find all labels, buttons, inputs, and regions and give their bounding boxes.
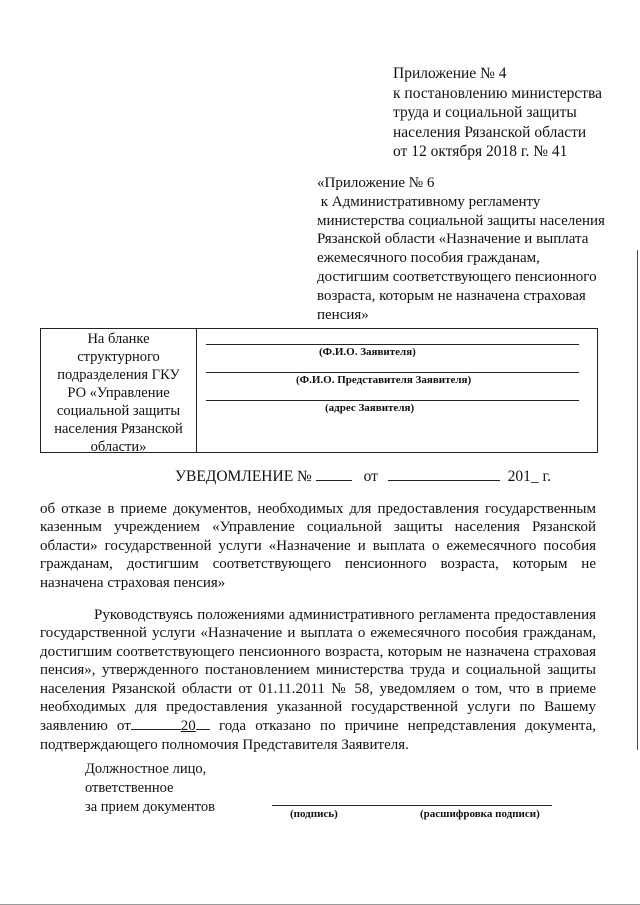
appendix-regulation-line: к Административному регламенту <box>317 193 541 210</box>
refusal-reason-text: Руководствуясь положениями административного регламента предоставления государственной услуги «Назначение и выплата о ежемесячного пособия гражданам, достигшим соответствующего пенсионного возраста, которым не назначена страховая пенсия», утвержденного постановлением министерства труда и социальной защиты населения Рязанской области от 01.11.2011 № 58, уведомляем о том, что в приеме необходимых для предоставления указанной государственной услуги по Вашему заявлению от <box>40 607 596 735</box>
appendix-regulation-line: ежемесячного пособия гражданам, <box>317 250 540 267</box>
appendix-main-line: Приложение № 4 <box>393 65 507 82</box>
representative-name-caption: (Ф.И.О. Представителя Заявителя) <box>296 374 472 386</box>
appendix-main <box>393 64 633 162</box>
signature-field[interactable] <box>272 805 552 806</box>
applicant-name-caption: (Ф.И.О. Заявителя) <box>319 346 416 358</box>
letterhead-box <box>40 328 598 453</box>
application-year-text: 20 <box>180 718 196 735</box>
notice-title-text: УВЕДОМЛЕНИЕ № <box>175 468 312 485</box>
letterhead-line: структурного <box>77 349 160 365</box>
notice-number-field[interactable] <box>316 467 352 481</box>
notice-from-label: от <box>363 468 378 485</box>
appendix-main-line: труда и социальной защиты <box>393 104 577 121</box>
applicant-address-caption: (адрес Заявителя) <box>325 402 415 414</box>
letterhead-line: социальной защиты <box>56 403 181 419</box>
letterhead-line: РО «Управление <box>67 385 170 401</box>
application-date-field[interactable] <box>131 716 181 730</box>
appendix-regulation-line: достигшим соответствующего пенсионного <box>317 268 597 285</box>
application-year-field[interactable] <box>196 716 210 730</box>
applicant-address-field[interactable] <box>206 400 579 401</box>
notice-date-field[interactable] <box>388 467 500 481</box>
appendix-regulation-line: «Приложение № 6 <box>317 175 435 191</box>
letterhead-line: подразделения ГКУ <box>57 367 180 383</box>
refusal-subject-paragraph: об отказе в приеме документов, необходимых для предоставления государственным казенным учреждением «Управление социальной защиты населения Рязанской области» государственной услуги «Назначение и выплата о ежемесячного пособия гражданам, достигшим соответствующего пенсионного возраста, которым не назначена страховая пенсия» <box>40 501 596 591</box>
appendix-regulation <box>317 174 617 324</box>
refusal-reason-paragraph <box>40 606 596 754</box>
appendix-regulation-line: пенсия» <box>317 306 369 323</box>
appendix-regulation-line: Рязанской области «Назначение и выплата <box>317 231 589 248</box>
representative-name-field[interactable] <box>206 372 579 373</box>
scan-edge-line <box>637 250 638 750</box>
signature-decryption-caption: (расшифровка подписи) <box>420 808 540 820</box>
notice-title <box>175 467 551 486</box>
notice-year-text: 201_ г. <box>507 468 552 485</box>
appendix-regulation-line: возраста, которым не назначена страховая <box>317 287 586 304</box>
appendix-main-line: к постановлению министерства <box>393 84 603 102</box>
letterhead-line: области» <box>90 439 147 455</box>
official-line: за прием документов <box>85 799 215 815</box>
signature-caption: (подпись) <box>290 808 338 820</box>
appendix-main-line: от 12 октября 2018 г. № 41 <box>393 143 568 160</box>
letterhead-line: населения Рязанской <box>54 421 183 437</box>
letterhead-line: На бланке <box>87 331 150 347</box>
refusal-reason-text-end: года отказано по причине непредставления документа, подтверждающего полномочия Представителя Заявителя. <box>40 718 596 753</box>
appendix-regulation-line: министерства социальной защиты населения <box>317 212 605 229</box>
official-block <box>85 760 215 817</box>
applicant-name-field[interactable] <box>206 344 579 345</box>
letterhead-blank-cell <box>41 329 197 453</box>
official-line: ответственное <box>85 780 174 796</box>
appendix-main-line: населения Рязанской области <box>393 123 587 141</box>
official-line: Должностное лицо, <box>85 761 207 777</box>
